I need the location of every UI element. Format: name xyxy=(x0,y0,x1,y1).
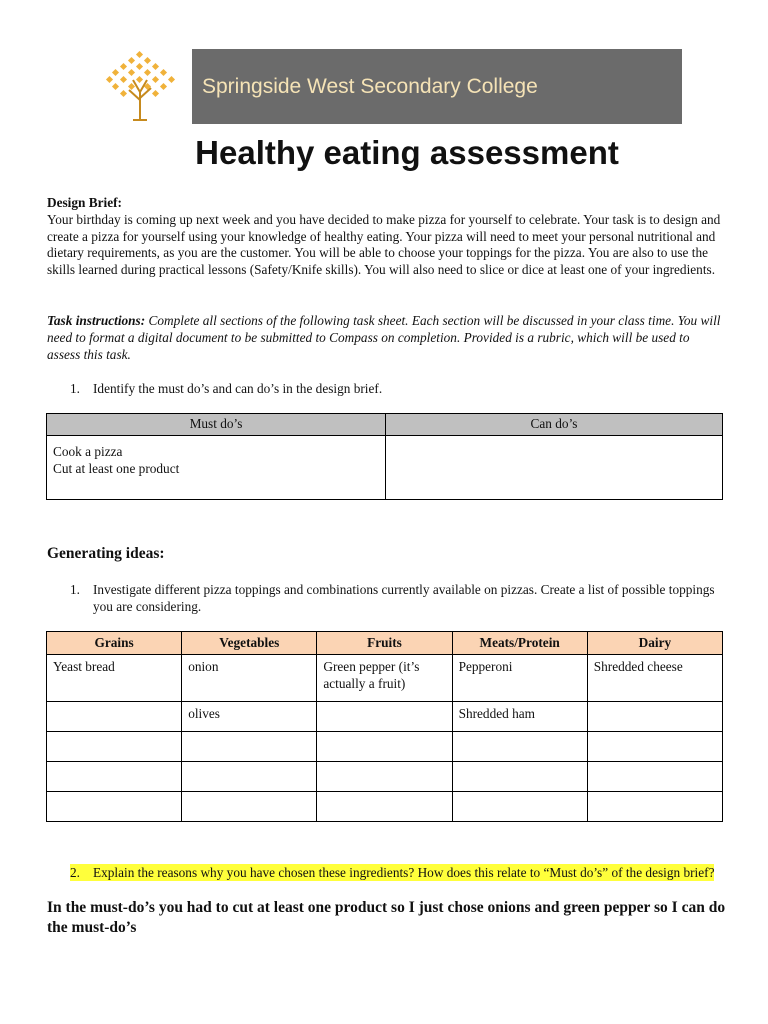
college-name: Springside West Secondary College xyxy=(202,74,538,98)
table-cell[interactable] xyxy=(452,762,587,792)
generating-ideas-text: Investigate different pizza toppings and combinations currently available on pizzas. Create a list of possible toppings you are considering. xyxy=(93,582,715,614)
generating-ideas-heading: Generating ideas: xyxy=(47,545,165,562)
table-cell[interactable] xyxy=(47,792,182,822)
table-cell[interactable] xyxy=(317,702,452,732)
fruits-header: Fruits xyxy=(317,632,452,655)
table-cell[interactable] xyxy=(452,792,587,822)
generating-ideas-number: 1. xyxy=(70,582,80,597)
table-cell[interactable]: Yeast bread xyxy=(47,655,182,702)
toppings-table xyxy=(46,631,723,822)
must-do-item: Cook a pizza xyxy=(53,444,123,459)
table-cell[interactable] xyxy=(47,762,182,792)
table-cell[interactable]: Green pepper (it’s actually a fruit) xyxy=(317,655,452,702)
meats-protein-header: Meats/Protein xyxy=(452,632,587,655)
table-row xyxy=(47,732,723,762)
task-instructions-text: Complete all sections of the following task sheet. Each section will be discussed in your class time. You will need to format a digital document to be submitted to Compass on completion. Provided is a rubric, which will be used to assess this task. xyxy=(47,313,721,362)
dairy-header: Dairy xyxy=(587,632,722,655)
table-cell[interactable]: Pepperoni xyxy=(452,655,587,702)
table-cell[interactable] xyxy=(182,792,317,822)
table-row xyxy=(47,792,723,822)
page-title: Healthy eating assessment xyxy=(195,134,619,171)
generating-ideas-question xyxy=(70,581,720,615)
task-instructions xyxy=(47,313,725,363)
question-2-number: 2. xyxy=(70,864,93,881)
table-row xyxy=(47,762,723,792)
table-cell[interactable] xyxy=(452,732,587,762)
table-cell[interactable] xyxy=(182,762,317,792)
table-cell[interactable] xyxy=(317,792,452,822)
question-2-text: Explain the reasons why you have chosen these ingredients? How does this relate to “Must do’s” of the design brief? xyxy=(93,865,715,880)
table-cell[interactable] xyxy=(47,702,182,732)
can-do-header: Can do’s xyxy=(386,414,723,436)
task-instructions-label: Task instructions: xyxy=(47,313,146,328)
table-cell[interactable] xyxy=(587,732,722,762)
question-1-text: Identify the must do’s and can do’s in the design brief. xyxy=(93,381,383,396)
question-1-number: 1. xyxy=(70,381,80,396)
must-do-item: Cut at least one product xyxy=(53,460,180,476)
college-logo-icon xyxy=(103,50,183,122)
grains-header: Grains xyxy=(47,632,182,655)
design-brief xyxy=(47,195,725,279)
can-do-cell[interactable] xyxy=(386,436,723,500)
question-2 xyxy=(70,864,720,881)
table-cell[interactable] xyxy=(317,762,452,792)
vegetables-header: Vegetables xyxy=(182,632,317,655)
table-cell[interactable] xyxy=(47,732,182,762)
must-do-header: Must do’s xyxy=(47,414,386,436)
must-do-cell[interactable] xyxy=(47,436,386,500)
question-1 xyxy=(70,380,720,397)
table-cell[interactable] xyxy=(587,702,722,732)
table-cell[interactable]: olives xyxy=(182,702,317,732)
table-cell[interactable] xyxy=(317,732,452,762)
student-answer[interactable]: In the must-do’s you had to cut at least one product so I just chose onions and green pepper so I can do the must-do’s xyxy=(47,899,726,936)
table-row xyxy=(47,702,723,732)
design-brief-text: Your birthday is coming up next week and you have decided to make pizza for yourself to celebrate. Your task is to design and create a pizza for yourself using your knowledge of healthy eating. Your pizza will need to meet your personal nutritional and dietary requirements, as you are the customer. You will be able to choose your toppings for the pizza. You are also to use the skills learned during practical lessons (Safety/Knife skills). You will also need to slice or dice at least one of your ingredients. xyxy=(47,211,721,278)
table-cell[interactable]: Shredded cheese xyxy=(587,655,722,702)
design-brief-heading: Design Brief: xyxy=(47,195,122,210)
table-cell[interactable] xyxy=(587,762,722,792)
college-banner xyxy=(192,49,682,124)
must-can-table xyxy=(46,413,723,500)
table-cell[interactable]: Shredded ham xyxy=(452,702,587,732)
table-cell[interactable] xyxy=(587,792,722,822)
table-cell[interactable]: onion xyxy=(182,655,317,702)
table-row xyxy=(47,655,723,702)
table-cell[interactable] xyxy=(182,732,317,762)
